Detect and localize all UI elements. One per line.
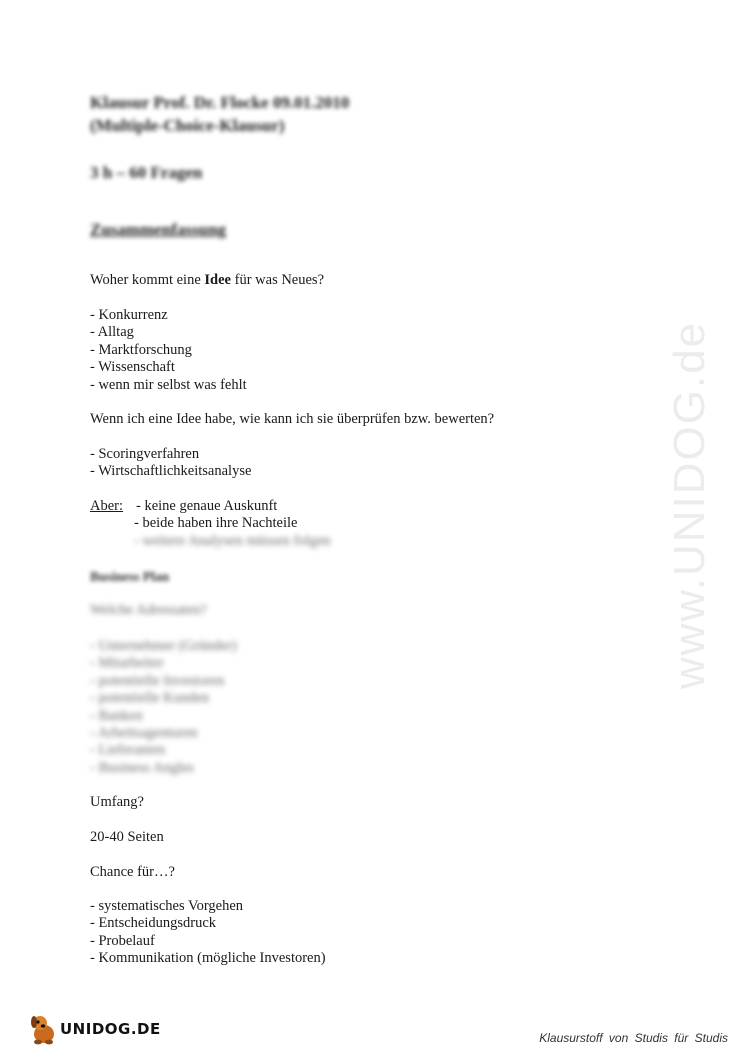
aber-label: Aber:: [90, 498, 124, 514]
list-item: - keine genaue Auskunft: [136, 498, 278, 514]
list-item: - Konkurrenz: [90, 307, 168, 323]
section-heading: Zusammenfassung: [90, 220, 227, 239]
addressee-list: [90, 638, 237, 777]
list-item: - wenn mir selbst was fehlt: [90, 376, 247, 393]
list-item: - Kommunikation (mögliche Investoren): [90, 950, 326, 967]
list-item: - Marktforschung: [90, 341, 192, 358]
unidog-logo: [28, 1012, 161, 1046]
list-item: - Unternehmer (Gründer): [90, 638, 237, 654]
evaluation-method-list: [90, 446, 251, 481]
exam-title: Klausur Prof. Dr. Flocke 09.01.2010: [90, 93, 350, 112]
list-item: - weitere Analysen müssen folgen: [134, 532, 331, 549]
footer-tagline: Klausurstoff von Studis für Studis: [539, 1031, 728, 1045]
question-chance: Chance für…?: [90, 864, 175, 880]
list-item: - Wirtschaftlichkeitsanalyse: [90, 463, 252, 480]
aber-block: [90, 498, 331, 550]
list-item: - potentielle Investoren: [90, 672, 225, 689]
exam-duration: 3 h – 60 Fragen: [90, 163, 203, 182]
dog-icon: [28, 1012, 58, 1046]
list-item: - Lieferanten: [90, 742, 166, 759]
business-plan-question: Welche Adressaten?: [90, 602, 207, 618]
list-item: - Mitarbeiter: [90, 655, 164, 672]
question-text-pre: Woher kommt eine: [90, 272, 205, 288]
list-item: - Scoringverfahren: [90, 446, 200, 462]
list-item: - Alltag: [90, 324, 134, 341]
list-item: - Banken: [90, 707, 143, 724]
list-item: - Business Angles: [90, 759, 194, 776]
list-item: - Arbeitsagenturen: [90, 725, 198, 742]
question-text-post: für was Neues?: [231, 272, 325, 288]
list-item: - Probelauf: [90, 932, 155, 949]
question-idea-source: [90, 272, 324, 289]
question-scope: Umfang?: [90, 794, 144, 810]
scope-answer: 20-40 Seiten: [90, 829, 164, 845]
list-item: - beide haben ihre Nachteile: [134, 515, 298, 532]
idea-source-list: [90, 307, 247, 394]
logo-text: UNIDOG.DE: [60, 1020, 161, 1038]
question-idea-evaluation: Wenn ich eine Idee habe, wie kann ich sie überprüfen bzw. bewerten?: [90, 411, 495, 427]
list-item: - Entscheidungsdruck: [90, 915, 217, 932]
watermark-text: www.UNIDOG.de: [665, 320, 715, 690]
list-item: - potentielle Kunden: [90, 690, 210, 707]
list-item: - Wissenschaft: [90, 359, 175, 376]
list-item: - systematisches Vorgehen: [90, 898, 244, 914]
chance-list: [90, 898, 326, 968]
question-text-bold: Idee: [204, 272, 231, 288]
exam-subtitle: (Multiple-Choice-Klausur): [90, 116, 285, 135]
business-plan-heading: Business Plan: [90, 569, 170, 584]
watermark: [630, 270, 750, 740]
